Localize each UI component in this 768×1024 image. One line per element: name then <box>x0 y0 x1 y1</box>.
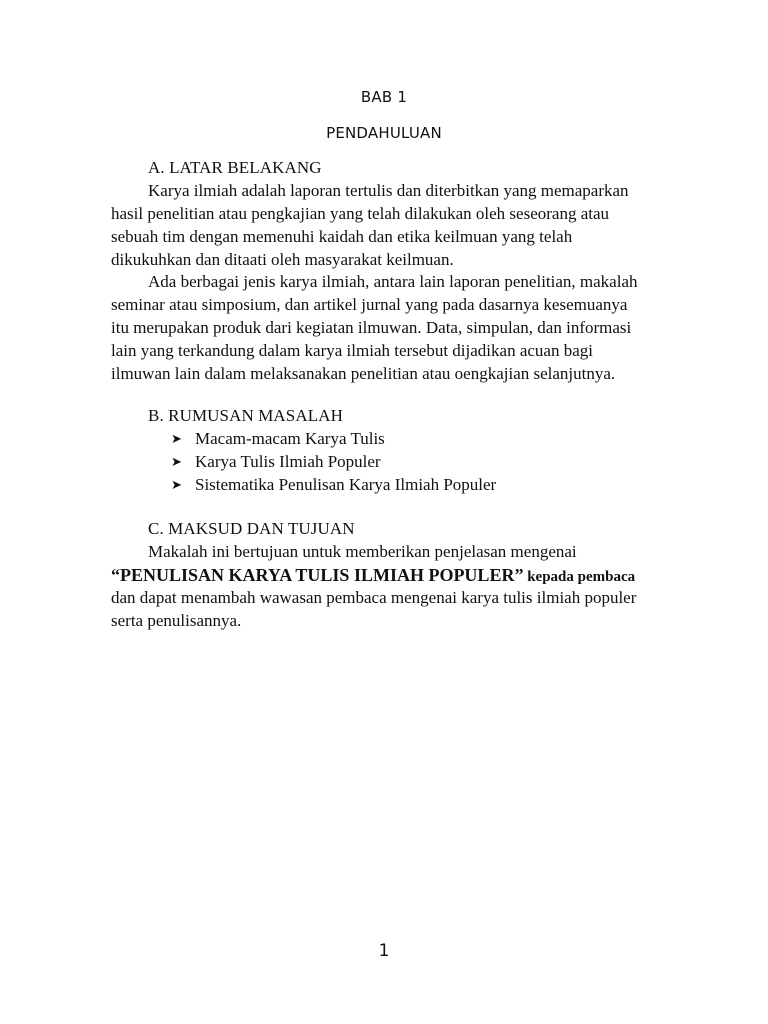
paragraph-line: Karya ilmiah adalah laporan tertulis dan diterbitkan yang memaparkan <box>148 181 629 200</box>
emphasis-trailer: kepada pembaca <box>523 569 636 585</box>
paragraph-line-emphasis <box>111 564 635 588</box>
paragraph-line: Ada berbagai jenis karya ilmiah, antara lain laporan penelitian, makalah <box>148 272 638 291</box>
close-quote: ” <box>514 565 524 585</box>
paragraph-line: sebuah tim dengan memenuhi kaidah dan etika keilmuan yang telah <box>111 227 573 246</box>
paragraph-line: serta penulisannya. <box>111 611 242 630</box>
list-item-text: Karya Tulis Ilmiah Populer <box>195 452 381 471</box>
paragraph-line: dikukuhkan dan ditaati oleh masyarakat keilmuan. <box>111 250 454 269</box>
list-item-text: Macam-macam Karya Tulis <box>195 429 385 448</box>
arrow-bullet-icon: ➤ <box>171 454 182 469</box>
list-item <box>171 451 381 473</box>
section-heading-maksud-dan-tujuan: C. MAKSUD DAN TUJUAN <box>148 519 355 538</box>
list-item <box>171 428 385 450</box>
chapter-title: PENDAHULUAN <box>326 124 442 142</box>
list-item-text: Sistematika Penulisan Karya Ilmiah Populer <box>195 475 497 494</box>
section-heading-rumusan-masalah: B. RUMUSAN MASALAH <box>148 406 343 425</box>
chapter-label: BAB 1 <box>360 88 408 106</box>
paragraph-line: itu merupakan produk dari kegiatan ilmuwan. Data, simpulan, dan informasi <box>111 318 632 337</box>
paragraph-line: hasil penelitian atau pengkajian yang telah dilakukan oleh seseorang atau <box>111 204 610 223</box>
arrow-bullet-icon: ➤ <box>171 431 182 446</box>
paragraph-line: ilmuwan lain dalam melaksanakan penelitian atau oengkajian selanjutnya. <box>111 364 616 383</box>
paragraph-line: Makalah ini bertujuan untuk memberikan penjelasan mengenai <box>148 542 577 561</box>
emphasis-title: PENULISAN KARYA TULIS ILMIAH POPULER <box>120 565 515 585</box>
arrow-bullet-icon: ➤ <box>171 477 182 492</box>
section-heading-latar-belakang: A. LATAR BELAKANG <box>148 158 322 177</box>
paragraph-line: lain yang terkandung dalam karya ilmiah tersebut dijadikan acuan bagi <box>111 341 593 360</box>
page-number: 1 <box>378 941 390 961</box>
open-quote: “ <box>111 565 120 585</box>
paragraph-line: dan dapat menambah wawasan pembaca mengenai karya tulis ilmiah populer <box>111 588 637 607</box>
list-item <box>171 474 496 496</box>
paragraph-line: seminar atau simposium, dan artikel jurnal yang pada dasarnya kesemuanya <box>111 295 628 314</box>
